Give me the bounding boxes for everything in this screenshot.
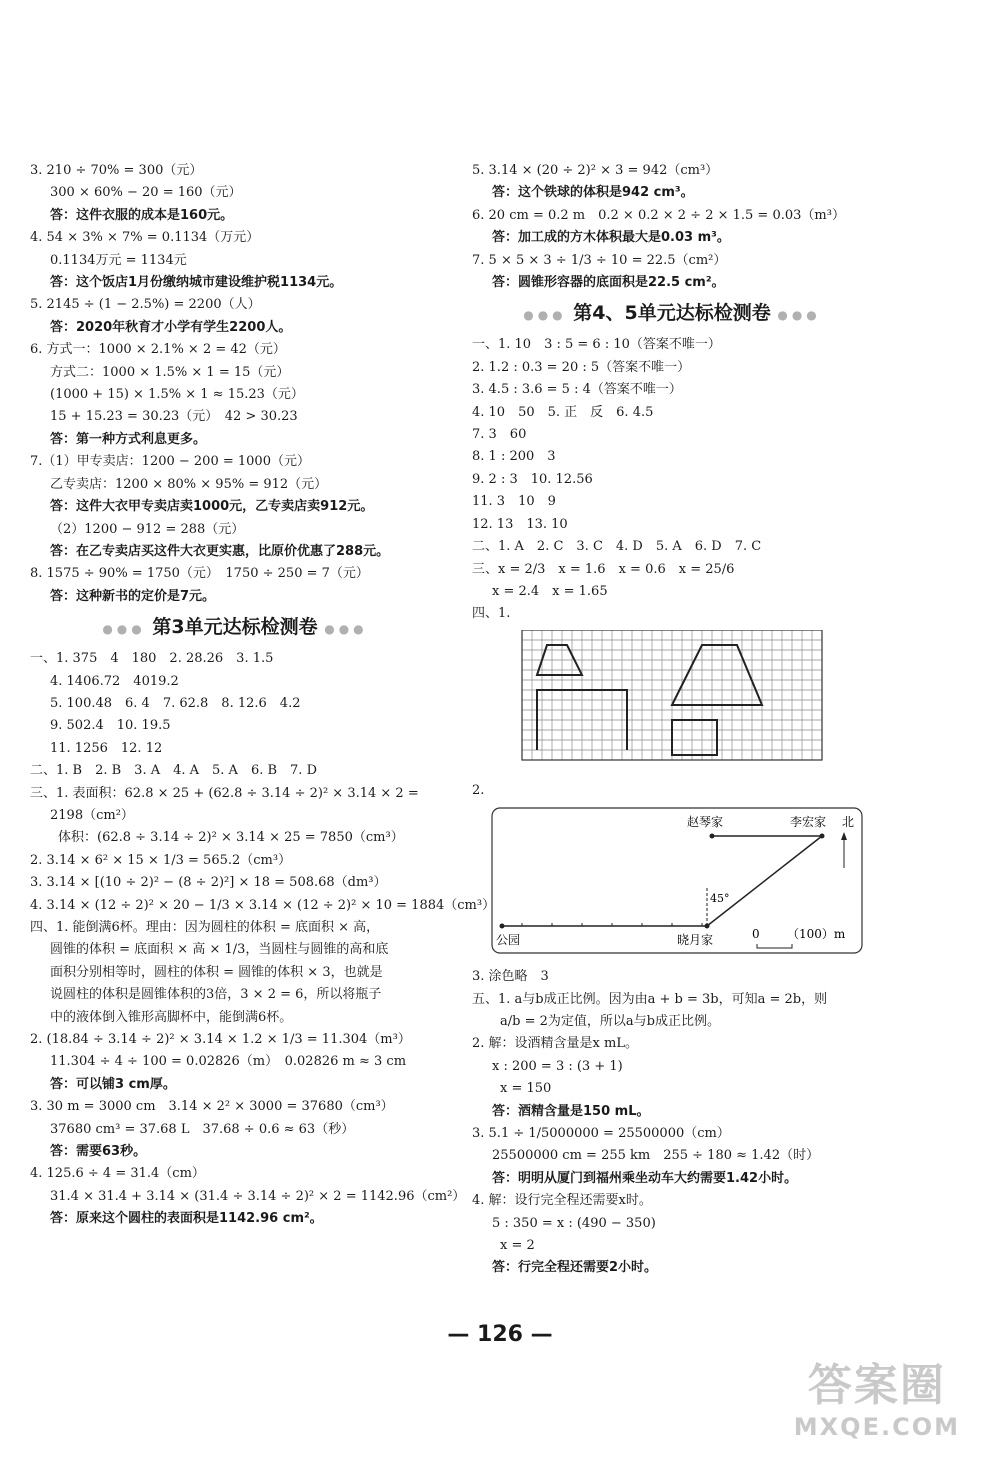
answer-line: 7. 3 60 [472, 427, 527, 443]
answer-line: 答：圆锥形容器的底面积是22.5 cm²。 [492, 275, 725, 291]
answer-line: 5 : 350 = x : (490 − 350) [492, 1215, 656, 1231]
label-angle: 45° [710, 892, 730, 906]
answer-line: 4. 解：设行完全程还需要x时。 [472, 1193, 652, 1209]
point-zhao [710, 834, 715, 839]
answer-line: 答：可以铺3 cm厚。 [50, 1076, 176, 1092]
answer-line: 乙专卖店：1200 × 80% × 95% = 912（元） [50, 476, 328, 492]
answer-line: 15 + 15.23 = 30.23（元） 42 > 30.23 [50, 409, 298, 425]
answer-line: 中的液体倒入锥形高脚杯中，能倒满6杯。 [50, 1009, 293, 1025]
answer-line: 答：这个铁球的体积是942 cm³。 [492, 185, 694, 201]
road-diagonal [707, 836, 822, 926]
answer-line: 答：这件衣服的成本是160元。 [50, 207, 234, 223]
arrowhead-icon [841, 832, 847, 840]
watermark-text: 答案圈 [807, 1360, 946, 1411]
big-trapezoid [672, 645, 762, 705]
answer-line: x = 2.4 x = 1.65 [492, 583, 608, 599]
answer-line: 答：这个饭店1月份缴纳城市建设维护税1134元。 [50, 275, 343, 291]
label-zero: 0 [752, 927, 760, 942]
answer-line: 4. 54 × 3% × 7% = 0.1134（万元） [30, 230, 260, 246]
answer-line: 一、1. 10 3 : 5 = 6 : 10（答案不唯一） [472, 337, 721, 353]
answer-line: 4. 10 50 5. 正 反 6. 4.5 [472, 404, 654, 420]
label-xiaoyue: 晓月家 [677, 933, 714, 948]
point-park [500, 924, 505, 929]
section-title: 第4、5单元达标检测卷 [573, 302, 771, 325]
answer-line: 5. 3.14 × (20 ÷ 2)² × 3 = 942（cm³） [472, 163, 719, 178]
point-li [820, 834, 825, 839]
answer-line: 4. 1406.72 4019.2 [50, 673, 179, 689]
answer-line: 300 × 60% − 20 = 160（元） [50, 185, 242, 201]
answer-line: 答：原来这个圆柱的表面积是1142.96 cm²。 [50, 1211, 323, 1227]
label-scale: （100）m [787, 927, 846, 942]
answer-line: 3. 5.1 ÷ 1/5000000 = 25500000（cm） [472, 1125, 730, 1141]
answer-line: 8. 1 : 200 3 [472, 449, 556, 465]
answer-line: 2. [472, 782, 485, 798]
answer-line: 6. 20 cm = 0.2 m 0.2 × 0.2 × 2 ÷ 2 × 1.5 = 0.03（m³） [472, 207, 845, 223]
section-heading-unit-3 [30, 611, 440, 645]
answer-line: 答：第一种方式利息更多。 [50, 431, 207, 447]
decor-dots-icon: ●●● [102, 622, 146, 637]
answer-line: 12. 13 13. 10 [472, 516, 568, 532]
decor-dots-icon: ●●● [777, 308, 821, 323]
answer-line: 四、1. 能倒满6杯。理由：因为圆柱的体积 = 底面积 × 高， [30, 920, 380, 935]
answer-line: 答：酒精含量是150 mL。 [492, 1103, 650, 1119]
label-li: 李宏家 [790, 815, 827, 830]
answer-line: 3. 涂色略 3 [472, 969, 549, 985]
answer-line: 三、x = 2/3 x = 1.6 x = 0.6 x = 25/6 [472, 561, 735, 577]
answer-line: 2198（cm²） [50, 807, 134, 823]
answer-line: 一、1. 375 4 180 2. 28.26 3. 1.5 [30, 651, 274, 667]
answer-line: 2. 1.2 : 0.3 = 20 : 5（答案不唯一） [472, 359, 691, 375]
answer-line: x = 2 [500, 1238, 535, 1253]
label-north: 北 [842, 815, 855, 830]
answer-line: 四、1. [472, 606, 511, 622]
section-heading-unit-4-5 [472, 297, 872, 331]
answer-line: 3. 210 ÷ 70% = 300（元） [30, 163, 203, 178]
page-number: — 126 — [447, 1322, 553, 1347]
decor-dots-icon: ●●● [324, 622, 368, 637]
answer-line: 答：明明从厦门到福州乘坐动车大约需要1.42小时。 [492, 1170, 798, 1186]
answer-line: 7. 5 × 5 × 3 ÷ 1/3 ÷ 10 = 22.5（cm²） [472, 252, 727, 268]
answer-line: (1000 + 15) × 1.5% × 1 ≈ 15.23（元） [50, 387, 304, 403]
answer-line: 体积：(62.8 ÷ 3.14 ÷ 2)² × 3.14 × 25 = 7850（cm³） [58, 830, 404, 846]
answer-line: （2）1200 − 912 = 288（元） [50, 521, 245, 537]
answer-line: 3. 30 m = 3000 cm 3.14 × 2² × 3000 = 37680（cm³） [30, 1099, 394, 1115]
answer-line: 2. 解：设酒精含量是x mL。 [472, 1036, 638, 1052]
answer-line: 答：需要63秒。 [50, 1144, 147, 1160]
answer-line: 11.304 ÷ 4 ÷ 100 = 0.02826（m） 0.02826 m ≈ 3 cm [50, 1054, 407, 1070]
watermark-logo [794, 1349, 960, 1441]
answer-line: 7.（1）甲专卖店：1200 − 200 = 1000（元） [30, 454, 310, 470]
answer-line: 3. 3.14 × [(10 ÷ 2)² − (8 ÷ 2)²] × 18 = 508.68（dm³） [30, 875, 387, 891]
decor-dots-icon: ●●● [523, 308, 567, 323]
answer-line: 二、1. B 2. B 3. A 4. A 5. A 6. B 7. D [30, 763, 317, 779]
answer-line: x = 150 [500, 1081, 552, 1097]
answer-line: 答：这种新书的定价是7元。 [50, 588, 216, 604]
answer-line: 答：这件大衣甲专卖店卖1000元，乙专卖店卖912元。 [50, 499, 374, 515]
answer-line: 答：行完全程还需要2小时。 [492, 1260, 658, 1276]
answer-line: 答：在乙专卖店买这件大衣更实惠，比原价优惠了288元。 [50, 543, 390, 559]
answer-line: 三、1. 表面积：62.8 × 25 + (62.8 ÷ 3.14 ÷ 2)² × 3.14 × 2 = [30, 785, 419, 801]
right-column [472, 160, 872, 1280]
answer-line: 3. 4.5 : 3.6 = 5 : 4（答案不唯一） [472, 382, 682, 398]
answer-line: 5. 100.48 6. 4 7. 62.8 8. 12.6 4.2 [50, 695, 301, 711]
answer-line: a/b = 2为定值，所以a与b成正比例。 [500, 1013, 720, 1029]
map-figure [472, 806, 872, 956]
scale-bar [757, 944, 792, 948]
answer-line: 2. (18.84 ÷ 3.14 ÷ 2)² × 3.14 × 1.2 × 1/3 = 11.304（m³） [30, 1032, 411, 1048]
answer-line: 11. 1256 12. 12 [50, 740, 163, 756]
left-column [30, 160, 496, 1231]
answer-line: 9. 502.4 10. 19.5 [50, 718, 171, 734]
answer-line: 31.4 × 31.4 + 3.14 × (31.4 ÷ 3.14 ÷ 2)² × 2 = 1142.96（cm²） [50, 1188, 466, 1204]
answer-line: 8. 1575 ÷ 90% = 1750（元） 1750 ÷ 250 = 7（元） [30, 566, 369, 582]
answer-line: 11. 3 10 9 [472, 494, 556, 510]
point-xiaoyue [705, 924, 710, 929]
answer-line: 25500000 cm = 255 km 255 ÷ 180 ≈ 1.42（时） [492, 1148, 820, 1164]
grid-figure [472, 630, 872, 770]
answer-line: 9. 2 : 3 10. 12.56 [472, 471, 593, 487]
watermark-url: MXQE.COM [793, 1413, 960, 1441]
answer-line: 方式二：1000 × 1.5% × 1 = 15（元） [50, 364, 290, 380]
answer-line: 答：2020年秋育才小学有学生2200人。 [50, 319, 292, 335]
answer-line: 答：加工成的方木体积最大是0.03 m³。 [492, 230, 730, 246]
answer-line: 6. 方式一：1000 × 2.1% × 2 = 42（元） [30, 342, 286, 358]
answer-line: 说圆柱的体积是圆锥体积的3倍，3 × 2 = 6，所以将瓶子 [50, 987, 382, 1003]
answer-line: 37680 cm³ = 37.68 L 37.68 ÷ 0.6 ≈ 63（秒） [50, 1121, 355, 1137]
answer-line: 4. 125.6 ÷ 4 = 31.4（cm） [30, 1166, 205, 1182]
label-park: 公园 [496, 933, 521, 948]
answer-line: 5. 2145 ÷ (1 − 2.5%) = 2200（人） [30, 297, 261, 313]
answer-line: 0.1134万元 = 1134元 [50, 252, 187, 268]
label-zhao: 赵琴家 [687, 815, 724, 830]
answer-line: x : 200 = 3 : (3 + 1) [492, 1058, 623, 1074]
answer-line: 4. 3.14 × (12 ÷ 2)² × 20 − 1/3 × 3.14 × (12 ÷ 2)² × 10 = 1884（cm³） [30, 897, 496, 913]
answer-line: 二、1. A 2. C 3. C 4. D 5. A 6. D 7. C [472, 539, 762, 555]
section-title: 第3单元达标检测卷 [152, 616, 318, 639]
answer-line: 面积分别相等时，圆柱的体积 = 圆锥的体积 × 3，也就是 [50, 964, 383, 980]
answer-line: 圆锥的体积 = 底面积 × 高 × 1/3，当圆柱与圆锥的高和底 [50, 942, 389, 958]
answer-line: 五、1. a与b成正比例。因为由a + b = 3b，可知a = 2b，则 [472, 991, 828, 1007]
answer-line: 2. 3.14 × 6² × 15 × 1/3 = 565.2（cm³） [30, 852, 292, 868]
